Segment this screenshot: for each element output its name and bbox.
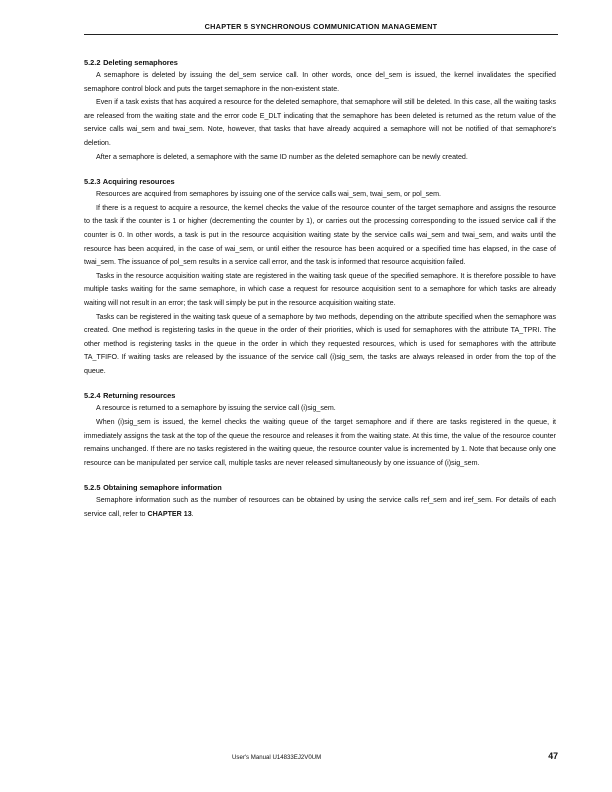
chapter-reference: CHAPTER 13 — [147, 510, 192, 519]
page-number: 47 — [548, 751, 558, 761]
paragraph: Tasks in the resource acquisition waiting state are registered in the waiting task queue of the specified semaphore. It is therefore possible to have multiple tasks waiting for the same semaphore, in which case a request for resource acquisition sent to a semaphore for which tasks are already waiting will not result in an error; the task will simply be put in the resource acquisition waiting state. — [84, 271, 556, 307]
section-obtaining-semaphore-information — [84, 482, 556, 521]
section-title: Returning resources — [103, 391, 176, 401]
section-title: Deleting semaphores — [103, 58, 178, 67]
paragraph: When (i)sig_sem is issued, the kernel checks the waiting queue of the target semaphore and if there are tasks registered in the queue, it immediately assigns the task at the top of the queue the resource and releases it from the waiting state. At this time, the value of the resource counter remains unchanged. If there are no tasks registered in the waiting queue, the resource counter value is incremented by 1. Note that because only one resource can be manipulated per service call, multiple tasks are never released simultaneously by one issuance of (i)sig_sem. — [84, 418, 556, 467]
section-number: 5.2.4 — [84, 391, 101, 401]
section-deleting-semaphores — [84, 57, 556, 164]
paragraph: A semaphore is deleted by issuing the del_sem service call. In other words, once del_sem is issued, the kernel invalidates the specified semaphore control block and puts the target semaphore in the non-existent state. — [84, 71, 556, 93]
footer-manual-id: User's Manual U14833EJ2V0UM — [232, 754, 322, 761]
section-heading — [84, 390, 556, 401]
page-content — [84, 57, 556, 534]
paragraph: Even if a task exists that has acquired a resource for the deleted semaphore, that semaphore will still be deleted. In this case, all the waiting tasks are released from the waiting state and the error code E_DLT indicating that the semaphore has been deleted is returned as the return value of the service calls wai_sem and twai_sem. Note, however, that tasks that have already acquired a semaphore will not be notified of that semaphore's deletion. — [84, 98, 556, 147]
section-number: 5.2.5 — [84, 483, 101, 493]
section-heading — [84, 57, 556, 68]
section-heading — [84, 176, 556, 187]
paragraph: After a semaphore is deleted, a semaphore with the same ID number as the deleted semaphore can be newly created. — [96, 152, 468, 161]
paragraph: If there is a request to acquire a resource, the kernel checks the value of the resource counter of the target semaphore and assigns the resource to the task if the counter is 1 or higher (decrementing the counter by 1), or carries out the processing corresponding to the issued service call if the counter is 0. In other words, a task is put in the resource acquisition waiting state by the service calls wai_sem and twai_sem, and waits until the resource has been acquired, in the case of wai_sem, or until either the resource has been acquired or a specified time has elapsed, in the case of twai_sem. The issuance of pol_sem results in a service call error, and the task is informed that resource acquisition failed. — [84, 203, 556, 267]
paragraph: Tasks can be registered in the waiting task queue of a semaphore by two methods, depending on the attribute specified when the semaphore was created. One method is registering tasks in the queue in the order of their priorities, which is used for semaphores with the attribute TA_TPRI. The other method is registering tasks in the queue in the order in which they requested resources, which is used for semaphores with the attribute TA_TFIFO. If waiting tasks are released by the issuance of the service call (i)sig_sem, the tasks are always released in order from the top of the queue. — [84, 312, 556, 375]
section-acquiring-resources — [84, 176, 556, 378]
section-title: Obtaining semaphore information — [103, 483, 222, 493]
reference-suffix: . — [191, 510, 194, 519]
paragraph-text: Semaphore information such as the number of resources can be obtained by using the service calls ref_sem and iref_sem. For details of each service call, refer to — [84, 496, 556, 519]
section-number: 5.2.3 — [84, 177, 101, 187]
section-number: 5.2.2 — [84, 58, 101, 67]
section-returning-resources — [84, 390, 556, 470]
paragraph — [84, 494, 556, 521]
section-title: Acquiring resources — [102, 177, 175, 187]
chapter-header: CHAPTER 5 SYNCHRONOUS COMMUNICATION MANAGEMENT — [204, 22, 438, 31]
paragraph: A resource is returned to a semaphore by issuing the service call (i)sig_sem. — [96, 404, 336, 413]
section-heading — [84, 482, 556, 493]
paragraph: Resources are acquired from semaphores by issuing one of the service calls wai_sem, twai_sem, or pol_sem. — [96, 190, 441, 199]
header-rule — [84, 34, 558, 35]
